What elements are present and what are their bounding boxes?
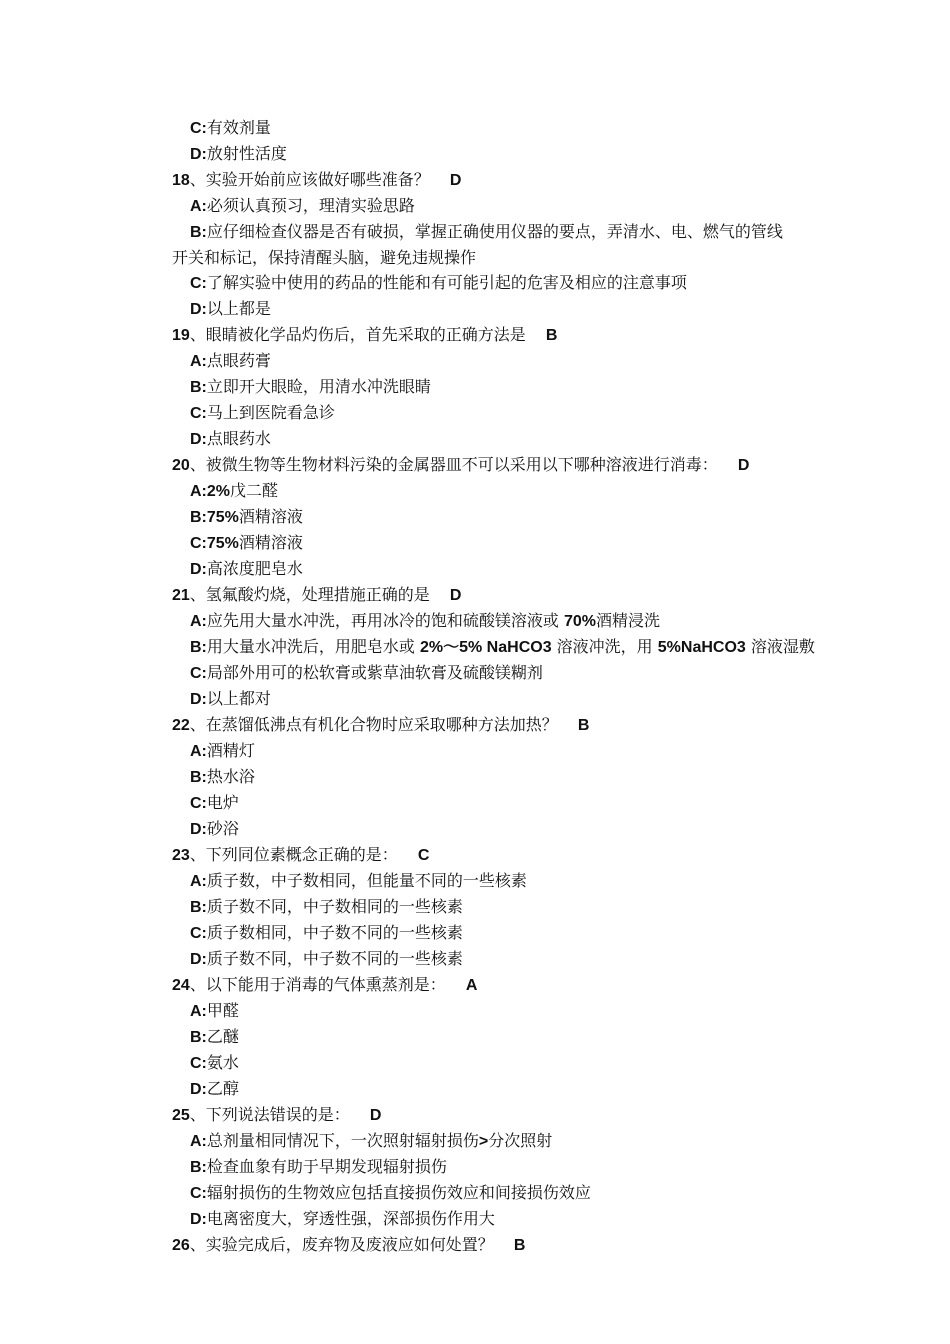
question-number: 20 [172,457,190,474]
option-text: 应仔细检查仪器是否有破损，掌握正确使用仪器的要点，弄清水、电、燃气的管线 [206,222,783,241]
option-text: 有效剂量 [206,118,271,137]
question-line [172,1232,822,1258]
option-letter: A: [190,198,207,215]
option-text: 了解实验中使用的药品的性能和有可能引起的危害及相应的注意事项 [206,273,687,292]
option-line [172,1076,822,1102]
answer-letter: B [513,1237,526,1254]
option-line [172,894,822,920]
option-line [172,296,822,322]
question-line [172,712,822,738]
option-letter: B: [190,899,207,916]
option-text: 检查血象有助于早期发现辐射损伤 [206,1157,447,1176]
option-letter: C: [190,1055,207,1072]
answer-letter: D [449,172,462,189]
option-line [172,1128,822,1154]
answer-letter: B [577,717,590,734]
option-text-segment: 总剂量相同情况下，一次照射辐射损伤 [206,1131,479,1150]
option-line [172,400,822,426]
option-text: 点眼药水 [206,429,271,448]
option-text: 氨水 [206,1053,239,1072]
question-line [172,1102,822,1128]
option-letter: C: [190,275,207,292]
option-text: 乙醇 [206,1079,239,1098]
answer-letter: C [417,847,430,864]
option-line [172,946,822,972]
option-line [172,608,822,634]
option-letter: A: [190,873,207,890]
option-line [172,868,822,894]
option-line [172,1154,822,1180]
option-text: 质子数不同，中子数相同的一些核素 [206,897,463,916]
question-line [172,972,822,998]
option-line [172,764,822,790]
option-line [172,816,822,842]
option-letter: D: [190,146,207,163]
answer-letter: D [449,587,462,604]
option-line [172,1050,822,1076]
option-letter: D: [190,301,207,318]
option-line [172,478,822,504]
option-line [172,141,822,167]
option-text-segment: 溶液冲洗，用 [551,637,658,656]
option-text: 砂浴 [206,819,239,838]
option-bold-segment: B: [190,639,207,656]
option-letter: D: [190,821,207,838]
question-number: 21 [172,587,190,604]
option-text: 高浓度肥皂水 [206,559,303,578]
option-line [172,426,822,452]
option-line [172,219,822,245]
option-line [172,920,822,946]
option-letter: D: [190,431,207,448]
option-bold-segment: A: [190,613,207,630]
option-text: 乙醚 [206,1027,239,1046]
question-line [172,452,822,478]
option-text: 以上都是 [206,299,271,318]
option-letter: C: [190,795,207,812]
question-number: 26 [172,1237,190,1254]
question-text: 、实验开始前应该做好哪些准备？ [189,170,430,189]
option-line [172,738,822,764]
option-letter: D: [190,691,207,708]
option-line [172,660,822,686]
option-text: 放射性活度 [206,144,287,163]
option-line [172,634,822,660]
option-line [172,193,822,219]
option-letter: B: [190,1029,207,1046]
option-letter: D: [190,951,207,968]
option-bold-segment: A: [190,1133,207,1150]
option-text-segment: 应先用大量水冲洗，再用冰冷的饱和硫酸镁溶液或 [206,611,564,630]
option-line [172,1024,822,1050]
option-line [172,115,822,141]
question-line [172,842,822,868]
question-number: 24 [172,977,190,994]
option-text-segment: 用大量水冲洗后，用肥皂水或 [206,637,420,656]
option-continuation: 开关和标记，保持清醒头脑，避免违规操作 [172,248,477,267]
option-letter: B: [190,379,207,396]
question-text: 、被微生物等生物材料污染的金属器皿不可以采用以下哪种溶液进行消毒： [189,455,718,474]
question-text: 、实验完成后，废弃物及废液应如何处置？ [189,1235,494,1254]
answer-letter: B [545,327,558,344]
option-text-segment: 酒精浸洗 [596,611,661,630]
option-text: 酒精溶液 [238,533,303,552]
option-letter: A: [190,353,207,370]
question-number: 18 [172,172,190,189]
option-text: 酒精灯 [206,741,255,760]
option-line [172,348,822,374]
question-number: 22 [172,717,190,734]
option-letter: B:75% [190,509,239,526]
option-text: 甲醛 [206,1001,239,1020]
option-line [172,1180,822,1206]
question-text: 、以下能用于消毒的气体熏蒸剂是： [189,975,446,994]
option-letter: B: [190,1159,207,1176]
question-text: 、在蒸馏低沸点有机化合物时应采取哪种方法加热？ [189,715,558,734]
option-text: 点眼药膏 [206,351,271,370]
option-text: 质子数不同，中子数不同的一些核素 [206,949,463,968]
option-letter: D: [190,561,207,578]
question-list [172,115,822,1258]
question-number: 25 [172,1107,190,1124]
option-bold-segment: 2%～5% NaHCO3 [419,639,552,656]
option-line [172,790,822,816]
option-letter: D: [190,1211,207,1228]
option-line [172,504,822,530]
option-text: 质子数，中子数相同，但能量不同的一些核素 [206,871,527,890]
option-letter: A: [190,743,207,760]
option-text: 必须认真预习，理清实验思路 [206,196,415,215]
option-line [172,530,822,556]
option-text: 以上都对 [206,689,271,708]
option-letter: A:2% [190,483,231,500]
question-text: 、眼睛被化学品灼伤后，首先采取的正确方法是 [189,325,526,344]
option-text: 立即开大眼睑，用清水冲洗眼睛 [206,377,431,396]
option-text-segment: 分次照射 [488,1131,553,1150]
option-text: 质子数相同，中子数不同的一些核素 [206,923,463,942]
option-letter: B: [190,224,207,241]
option-letter: C: [190,925,207,942]
option-line [172,556,822,582]
option-text: 马上到医院看急诊 [206,403,335,422]
option-letter: A: [190,1003,207,1020]
option-bold-segment: > [478,1133,489,1150]
option-text-segment: 溶液湿敷 [745,637,815,656]
option-line [172,270,822,296]
option-text: 电炉 [206,793,239,812]
option-letter: C:75% [190,535,239,552]
option-line [172,1206,822,1232]
option-letter: C: [190,120,207,137]
answer-letter: A [465,977,478,994]
option-line [172,998,822,1024]
question-line [172,322,822,348]
option-bold-segment: 70% [563,613,597,630]
option-text: 酒精溶液 [238,507,303,526]
option-text: 热水浴 [206,767,255,786]
option-line [172,686,822,712]
answer-letter: D [369,1107,382,1124]
option-letter: C: [190,665,207,682]
question-text: 、氢氟酸灼烧，处理措施正确的是 [189,585,430,604]
question-number: 23 [172,847,190,864]
option-text: 电离密度大，穿透性强，深部损伤作用大 [206,1209,495,1228]
option-letter: C: [190,405,207,422]
question-number: 19 [172,327,190,344]
question-line [172,167,822,193]
answer-letter: D [737,457,750,474]
option-line [172,374,822,400]
option-text: 局部外用可的松软膏或紫草油软膏及硫酸镁糊剂 [206,663,543,682]
question-line [172,582,822,608]
option-text: 辐射损伤的生物效应包括直接损伤效应和间接损伤效应 [206,1183,591,1202]
question-text: 、下列同位素概念正确的是： [189,845,398,864]
question-text: 、下列说法错误的是： [189,1105,350,1124]
option-letter: D: [190,1081,207,1098]
option-bold-segment: 5%NaHCO3 [657,639,746,656]
option-letter: C: [190,1185,207,1202]
option-text: 戊二醛 [230,481,279,500]
option-letter: B: [190,769,207,786]
